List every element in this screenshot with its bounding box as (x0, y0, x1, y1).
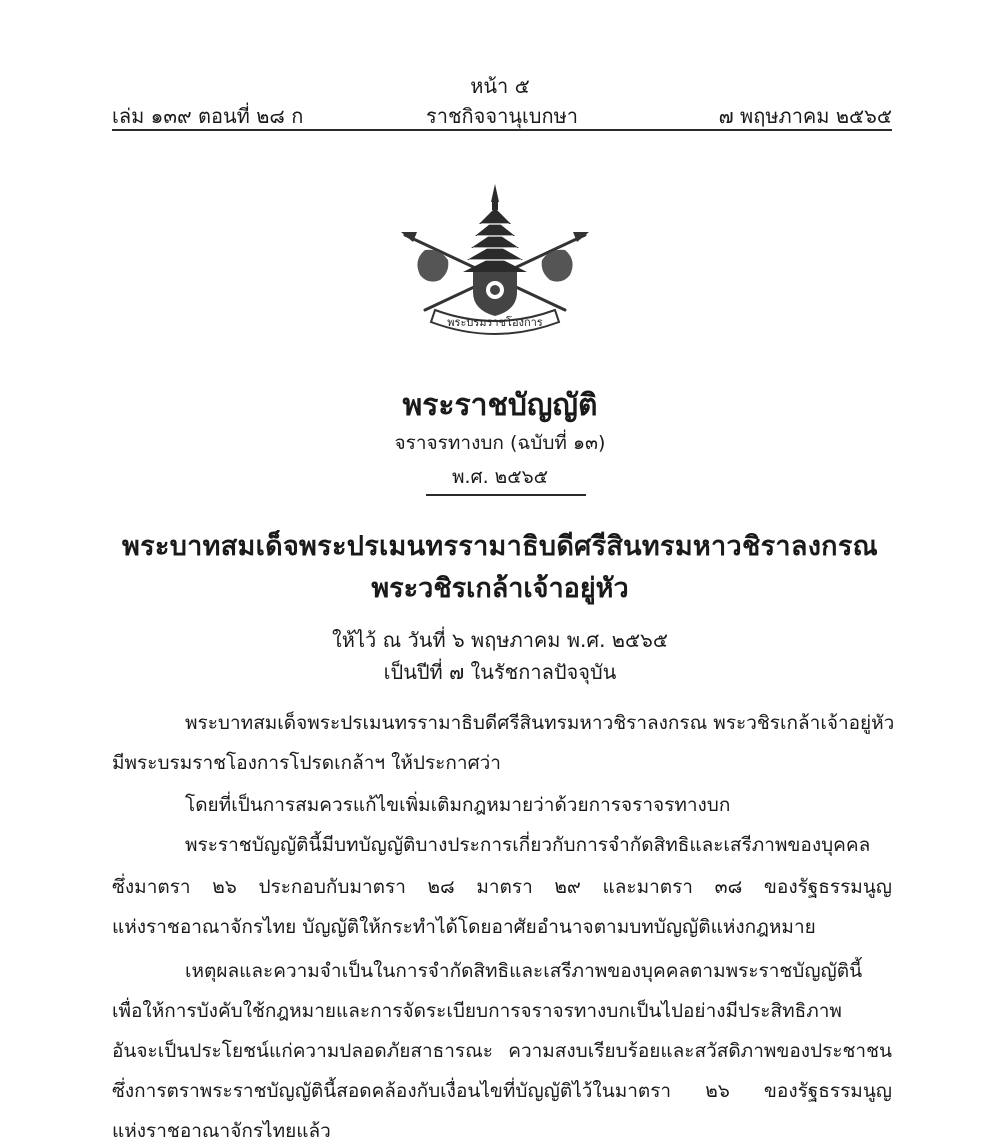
paragraph-line: อันจะเป็นประโยชน์แก่ความปลอดภัยสาธารณะ ความสงบเรียบร้อยและสวัสดิภาพของประชาชน (112, 1040, 892, 1062)
king-name-line-2: พระวชิรเกล้าเจ้าอยู่หัว (371, 573, 629, 604)
paragraph-line: เหตุผลและความจำเป็นในการจำกัดสิทธิและเสรีภาพของบุคคลตามพระราชบัญญัตินี้ (185, 960, 863, 982)
title-divider (426, 494, 586, 496)
act-subtitle: จราจรทางบก (ฉบับที่ ๑๓) (394, 432, 606, 454)
act-title: พระราชบัญญัติ (402, 388, 598, 423)
header-divider (112, 129, 892, 131)
royal-emblem (395, 180, 595, 340)
publication-date: ๗ พฤษภาคม ๒๕๖๕ (718, 104, 892, 128)
paragraph-line: ซึ่งมาตรา ๒๖ ประกอบกับมาตรา ๒๘ มาตรา ๒๙ และมาตรา ๓๘ ของรัฐธรรมนูญ (112, 876, 892, 898)
page-number: หน้า ๕ (470, 74, 530, 98)
paragraph-line: เพื่อให้การบังคับใช้กฎหมายและการจัดระเบียบการจราจรทางบกเป็นไปอย่างมีประสิทธิภาพ (112, 1000, 842, 1022)
given-date: ให้ไว้ ณ วันที่ ๖ พฤษภาคม พ.ศ. ๒๕๖๕ (332, 628, 668, 652)
publication-name: ราชกิจจานุเบกษา (425, 104, 579, 128)
emblem-inscription: พระบรมราชโองการ (447, 316, 543, 329)
reign-year: เป็นปีที่ ๗ ในรัชกาลปัจจุบัน (383, 660, 617, 684)
paragraph-line: โดยที่เป็นการสมควรแก้ไขเพิ่มเติมกฎหมายว่าด้วยการจราจรทางบก (185, 794, 731, 816)
paragraph-line: พระราชบัญญัตินี้มีบทบัญญัติบางประการเกี่ยวกับการจำกัดสิทธิและเสรีภาพของบุคคล (185, 834, 871, 856)
paragraph-line: แห่งราชอาณาจักรไทยแล้ว (112, 1120, 331, 1142)
paragraph-line: ซึ่งการตราพระราชบัญญัตินี้สอดคล้องกับเงื่อนไขที่บัญญัติไว้ในมาตรา ๒๖ ของรัฐธรรมนูญ (112, 1080, 892, 1102)
volume-issue: เล่ม ๑๓๙ ตอนที่ ๒๘ ก (112, 104, 304, 128)
paragraph-line: แห่งราชอาณาจักรไทย บัญญัติให้กระทำได้โดยอาศัยอำนาจตามบทบัญญัติแห่งกฎหมาย (112, 916, 816, 938)
act-year: พ.ศ. ๒๕๖๕ (451, 466, 549, 488)
king-name-line-1: พระบาทสมเด็จพระปรเมนทรรามาธิบดีศรีสินทรมหาวชิราลงกรณ (122, 531, 878, 562)
gazette-header (112, 100, 892, 128)
paragraph-line: มีพระบรมราชโองการโปรดเกล้าฯ ให้ประกาศว่า (112, 752, 501, 774)
paragraph-line: พระบาทสมเด็จพระปรเมนทรรามาธิบดีศรีสินทรมหาวชิราลงกรณ พระวชิรเกล้าเจ้าอยู่หัว (185, 712, 895, 734)
